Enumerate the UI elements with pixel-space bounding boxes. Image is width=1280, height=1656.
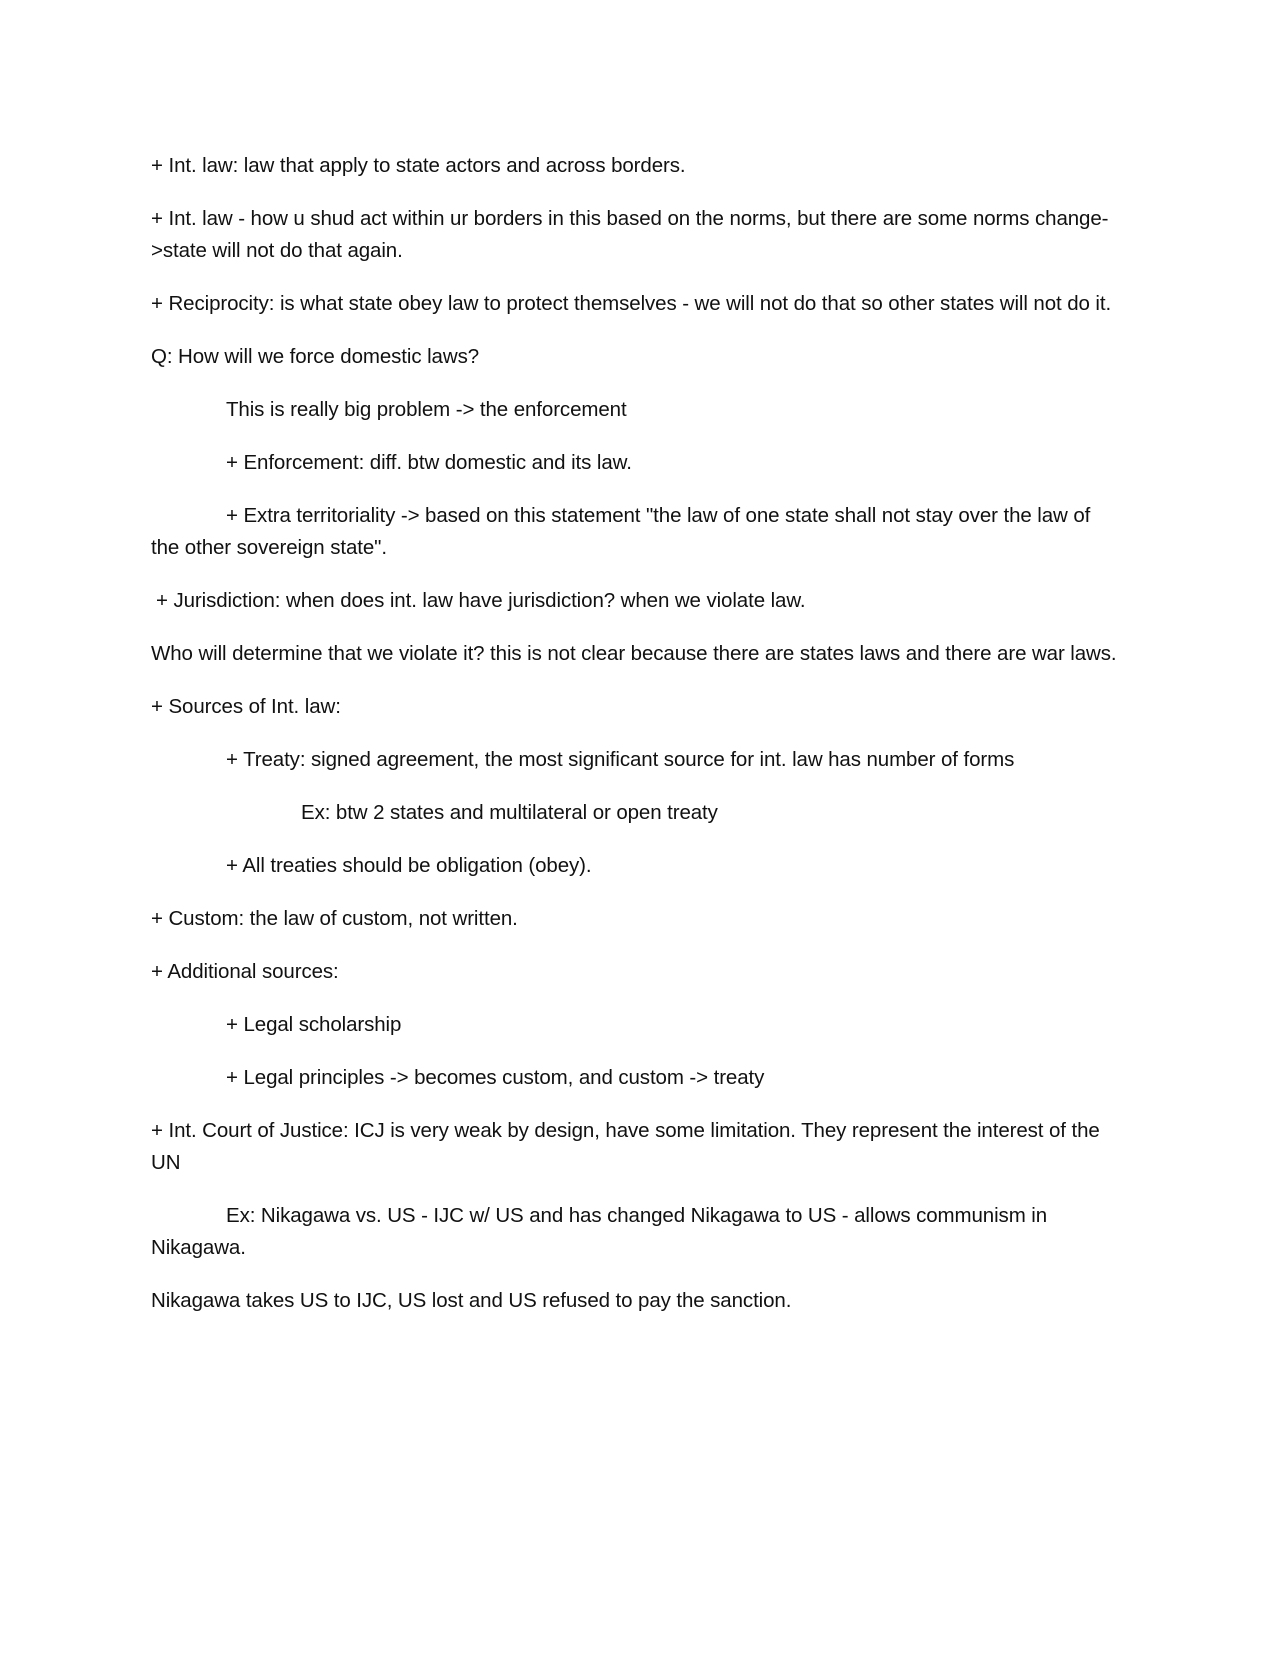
paragraph-treaty: + Treaty: signed agreement, the most significant source for int. law has number of forms [226, 748, 1015, 771]
paragraph-enforcement: + Enforcement: diff. btw domestic and its law. [226, 451, 632, 474]
paragraph-enforcement-problem: This is really big problem -> the enforcement [226, 398, 627, 421]
paragraph-custom: + Custom: the law of custom, not written. [151, 907, 518, 930]
paragraph-who-determines: Who will determine that we violate it? this is not clear because there are states laws and there are war laws. [151, 642, 1117, 665]
paragraph-int-law-definition: + Int. law: law that apply to state actors and across borders. [151, 154, 686, 177]
document-body [151, 150, 1121, 1338]
paragraph-treaties-obligation: + All treaties should be obligation (obey). [226, 854, 592, 877]
paragraph-question-domestic-laws: Q: How will we force domestic laws? [151, 345, 480, 368]
paragraph-reciprocity: + Reciprocity: is what state obey law to protect themselves - we will not do that so other states will not do it. [151, 292, 1112, 315]
paragraph-nikagawa-outcome: Nikagawa takes US to IJC, US lost and US refused to pay the sanction. [151, 1289, 792, 1312]
paragraph-additional-sources: + Additional sources: [151, 960, 339, 983]
paragraph-treaty-example: Ex: btw 2 states and multilateral or open treaty [301, 801, 718, 824]
paragraph-icj: + Int. Court of Justice: ICJ is very weak by design, have some limitation. They represent the interest of the UN [151, 1119, 1100, 1174]
paragraph-int-law-norms: + Int. law - how u shud act within ur borders in this based on the norms, but there are some norms change->state will not do that again. [151, 207, 1109, 262]
paragraph-jurisdiction: + Jurisdiction: when does int. law have jurisdiction? when we violate law. [156, 589, 806, 612]
paragraph-nikagawa-example: Ex: Nikagawa vs. US - IJC w/ US and has changed Nikagawa to US - allows communism in Nikagawa. [151, 1204, 1048, 1259]
paragraph-sources-heading: + Sources of Int. law: [151, 695, 341, 718]
paragraph-legal-principles: + Legal principles -> becomes custom, and custom -> treaty [226, 1066, 765, 1089]
paragraph-extra-territoriality: + Extra territoriality -> based on this statement "the law of one state shall not stay over the law of the other sovereign state". [151, 504, 1091, 559]
paragraph-legal-scholarship: + Legal scholarship [226, 1013, 402, 1036]
